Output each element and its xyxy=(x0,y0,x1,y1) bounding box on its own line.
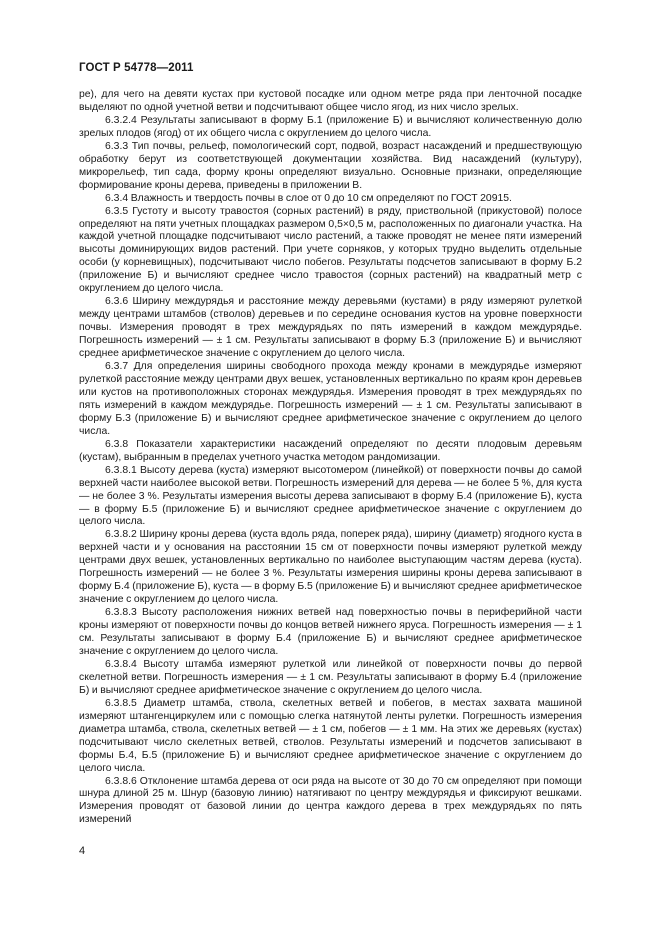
paragraph-6-3-5: 6.3.5 Густоту и высоту травостоя (сорных растений) в ряду, приствольной (прикустовой) полосе определяют на пяти учетных площадках размером 0,5×0,5 м, расположенных по диагонали участка. На каждой учетной площадке подсчитывают число растений, а также проводят не менее пяти измерений высоты доминирующих видов растений. При учете сорняков, у которых трудно выделить отдельные особи (у корневищных), подсчитывают число побегов. Результаты подсчетов записывают в форму Б.2 (приложение Б) и вычисляют среднее число травостоя (сорных растений) на квадратный метр с округлением до целого числа. xyxy=(79,205,582,295)
paragraph-6-3-4: 6.3.4 Влажность и твердость почвы в слое от 0 до 10 см определяют по ГОСТ 20915. xyxy=(105,192,512,204)
paragraph-6-3-8: 6.3.8 Показатели характеристики насаждений определяют по десяти плодовым деревьям (кустам), выбранным в пределах учетного участка методом рандомизации. xyxy=(79,438,582,463)
page-number: 4 xyxy=(79,845,86,857)
paragraph-6-3-8-6: 6.3.8.6 Отклонение штамба дерева от оси ряда на высоте от 30 до 70 см определяют при помощи шнура длиной 25 м. Шнур (базовую линию) натягивают по центру междурядья и фиксируют вешками. Измерения проводят от базовой линии до центра каждого дерева в трех междурядьях по пять измерений xyxy=(79,775,582,826)
paragraph-continuation: ре), для чего на девяти кустах при кустовой посадке или одном метре ряда при ленточной посадке выделяют по одной учетной ветви и подсчитывают общее число ягод, из них число зрелых. xyxy=(79,89,582,113)
document-header: ГОСТ Р 54778—2011 xyxy=(79,62,194,74)
paragraph-6-3-8-4: 6.3.8.4 Высоту штамба измеряют рулеткой или линейкой от поверхности почвы до первой скелетной ветви. Погрешность измерения — ± 1 см. Результаты записывают в форму Б.4 (приложение Б) и вычисляют среднее арифметическое значение с округлением до целого числа. xyxy=(79,658,582,696)
paragraph-6-3-7: 6.3.7 Для определения ширины свободного прохода между кронами в междурядье измеряют рулеткой расстояние между центрами двух вешек, установленных вертикально по краям крон деревьев или кустов на противоположных сторонах междурядья. Измерения проводят в трех междурядьях по пять измерений в каждом междурядье. Погрешность измерений — ± 1 см. Результаты записывают в форму Б.3 (приложение Б) и вычисляют среднее арифметическое значение с округлением до целого числа. xyxy=(79,361,582,437)
paragraph-6-3-8-5: 6.3.8.5 Диаметр штамба, ствола, скелетных ветвей и побегов, в местах захвата машиной измеряют штангенциркулем или с помощью слегка натянутой ленты рулетки. Погрешность измерения диаметра штамба, ствола, скелетных ветвей — ± 1 см, побегов — ± 1 мм. На этих же деревьях (кустах) подсчитывают число скелетных ветвей, стволов. Результаты измерений и подсчетов записывают в формы Б.4, Б.5 (приложение Б) и вычисляют среднее арифметическое значение с округлением до целого числа. xyxy=(79,697,582,774)
paragraph-6-3-2-4: 6.3.2.4 Результаты записывают в форму Б.1 (приложение Б) и вычисляют количественную долю зрелых плодов (ягод) от их общего числа с округлением до целого числа. xyxy=(79,114,582,139)
paragraph-6-3-3: 6.3.3 Тип почвы, рельеф, помологический сорт, подвой, возраст насаждений и предшествующую обработку берут из соответствующей документации хозяйства. Вид насаждений (культуру), микрорельеф, тип сада, форму кроны определяют визуально. Основные признаки, определяющие формирование кроны дерева, приведены в приложении В. xyxy=(79,140,582,191)
paragraph-6-3-8-2: 6.3.8.2 Ширину кроны дерева (куста вдоль ряда, поперек ряда), ширину (диаметр) ягодного куста в верхней части и у основания на расстоянии 15 см от поверхности почвы измеряют рулеткой между центрами двух вешек, установленных вертикально по наиболее выступающим частям дерева (куста). Погрешность измерений — не более 3 %. Результаты измерения ширины кроны дерева записывают в форму Б.4 (приложение Б), куста — в форму Б.5 (приложение Б) и вычисляют среднее арифметическое значение с округлением до целого числа. xyxy=(79,529,582,606)
document-body xyxy=(79,89,582,827)
paragraph-6-3-8-1: 6.3.8.1 Высоту дерева (куста) измеряют высотомером (линейкой) от поверхности почвы до самой верхней части наиболее высокой ветви. Погрешность измерений для дерева — не более 5 %, для куста — не более 3 %. Результаты измерения высоты дерева записывают в форму Б.4 (приложение Б), куста — в форму Б.5 (приложение Б) и вычисляют среднее арифметическое значение с округлением до целого числа. xyxy=(79,464,582,528)
paragraph-6-3-8-3: 6.3.8.3 Высоту расположения нижних ветвей над поверхностью почвы в периферийной части кроны измеряют от поверхности почвы до концов ветвей нижнего яруса. Погрешность измерения — ± 1 см. Результаты записывают в форму Б.4 (приложение Б) и вычисляют среднее арифметическое значение с округлением до целого числа. xyxy=(79,607,582,657)
paragraph-6-3-6: 6.3.6 Ширину междурядья и расстояние между деревьями (кустами) в ряду измеряют рулеткой между центрами штамбов (стволов) деревьев и по середине основания кустов на уровне поверхности почвы. Измерения проводят в трех междурядьях по пять измерений в каждом междурядье. Погрешность измерений — ± 1 см. Результаты записывают в форму Б.3 (приложение Б) и вычисляют среднее арифметическое значение с округлением до целого числа. xyxy=(79,296,582,360)
